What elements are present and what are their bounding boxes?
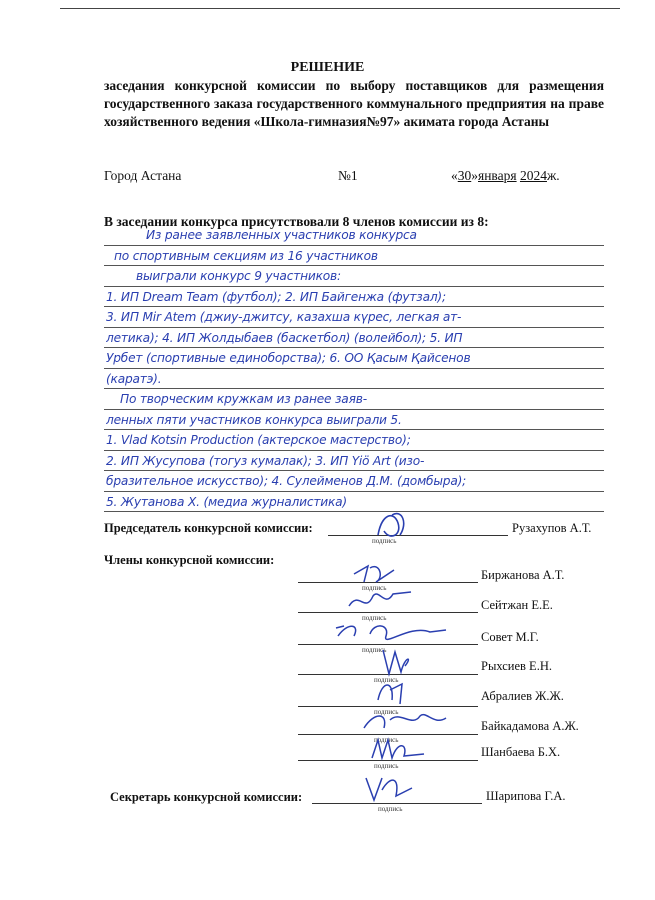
document-date (451, 168, 560, 184)
secretary-name: Шарипова Г.А. (486, 789, 566, 803)
member-signature-caption: подпись (362, 614, 387, 622)
member-signature (345, 586, 415, 616)
secretary-signature (360, 770, 420, 806)
chairman-signature-line (328, 535, 508, 536)
date-day: 30 (457, 168, 472, 183)
top-border-line (60, 8, 620, 9)
member-signature (372, 676, 412, 708)
date-quote-open: « (451, 168, 458, 183)
handwritten-line: летика); 4. ИП Жолдыбаев (баскетбол) (волейбол); 5. ИП (106, 330, 463, 345)
handwritten-line: Из ранее заявленных участников конкурса (146, 228, 417, 242)
handwritten-line: По творческим кружкам из ранее заяв- (120, 392, 367, 406)
chairman-name: Рузахупов А.Т. (512, 521, 592, 535)
document-number: №1 (338, 168, 358, 183)
document-subtitle: заседания конкурсной комиссии по выбору поставщиков для размещения государственного заказа государственного коммунального предприятия на праве хозяйственного ведения «Школа-гимназия№97» акимата города Астаны (104, 78, 604, 129)
chairman-signature (372, 505, 412, 545)
secretary-signature-caption: подпись (378, 805, 403, 813)
date-year: 2024 (519, 168, 547, 183)
member-name: Рыхсиев Е.Н. (481, 659, 552, 673)
date-suffix: ж. (546, 168, 560, 183)
member-name: Шанбаева Б.Х. (481, 745, 561, 759)
document-title: РЕШЕНИЕ (290, 60, 365, 75)
city-label: Город Астана (104, 168, 182, 183)
handwritten-notes (106, 225, 604, 512)
member-name: Абралиев Ж.Ж. (481, 689, 564, 703)
member-name: Биржанова А.Т. (481, 568, 565, 582)
handwritten-line: ленных пяти участников конкурса выиграли 5. (106, 412, 402, 427)
date-month: января (478, 168, 517, 183)
handwritten-line: по спортивным секциям из 16 участников (114, 248, 378, 263)
handwritten-line: 2. ИП Жусупова (тогуз кумалак); 3. ИП Yiö Art (изо- (106, 453, 425, 468)
handwritten-line: 1. Vlad Kotsin Production (актерское мастерство); (106, 433, 411, 447)
member-signature (368, 734, 428, 764)
handwritten-line: 1. ИП Dream Team (футбол); 2. ИП Байгенжа (футзал); (106, 289, 446, 304)
date-quote-close: » (471, 168, 478, 183)
handwritten-line: 5. Жутанова Х. (медиа журналистика) (106, 494, 347, 509)
member-signature-caption: подпись (374, 762, 399, 770)
member-signature-caption: подпись (362, 646, 387, 654)
handwritten-line: бразительное искусство); 4. Сулейменов Д.М. (домбыра); (106, 474, 467, 488)
member-signature-caption: подпись (374, 676, 399, 684)
handwritten-line: (каратэ). (106, 371, 162, 386)
member-signature (330, 618, 450, 648)
handwritten-line: выиграли конкурс 9 участников: (136, 269, 341, 283)
chairman-signature-caption: подпись (372, 537, 397, 545)
member-signature-caption: подпись (374, 708, 399, 716)
member-signature-caption: подпись (362, 584, 387, 592)
member-name: Сейтжан Е.Е. (481, 598, 553, 612)
attendance-line: В заседании конкурса присутствовали 8 членов комиссии из 8: (104, 214, 489, 229)
member-name: Байкадамова А.Ж. (481, 719, 579, 733)
member-signature (375, 646, 415, 678)
handwritten-line: 3. ИП Mir Atem (джиу-джитсу, казахша күрес, легкая ат- (106, 310, 462, 324)
chairman-label: Председатель конкурсной комиссии: (104, 521, 313, 535)
member-name: Совет М.Г. (481, 630, 539, 644)
members-label: Члены конкурсной комиссии: (104, 553, 275, 567)
handwritten-line: Урбет (спортивные единоборства); 6. ОО Қасым Қайсенов (106, 351, 471, 365)
member-signature-caption: подпись (374, 736, 399, 744)
secretary-label: Секретарь конкурсной комиссии: (110, 790, 303, 804)
